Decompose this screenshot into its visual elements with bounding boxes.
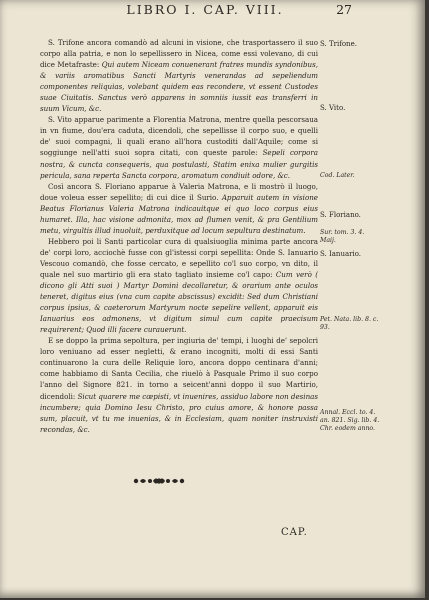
paragraph-text: S. Trifone ancora comandò ad alcuni in visione, che trasportassero il suo corpo alla patria, e non lo sepellissero in Nicea, come essi volevano, di cui dice Metafraste: — [40, 38, 318, 70]
margin-note: S. Vito. — [320, 104, 346, 112]
running-header — [60, 2, 350, 22]
margin-note: Cod. Later. — [320, 172, 355, 179]
latin-quote: Qui autem Niceam conuenerant fratres mundis syndonibus, & variis aromatibus Sancti Martyris venerandas ad sepeliendum componentes reliquias, volebant quidem eas recondere, vt essent Custodes suae Ciuitatis. Sanctus verò apparens in somniis iussit eas transferri in suum Vicum, &c. — [40, 60, 318, 114]
page-number: 27 — [336, 2, 352, 17]
catchword: CAP. — [281, 527, 308, 538]
margin-note: Pet. Nata. lib. 8. c. 93. — [320, 316, 379, 331]
paragraph-text: Così ancora S. Floriano apparue à Valeria Matrona, e li mostrò il luogo, doue voleua esser sepellito; di cui dice il Surio. — [40, 181, 318, 202]
paragraph-text: Hebbero poi li Santi particolar cura di qualsiuoglia minima parte ancora de' corpi loro, acciochè fusse con gl'istessi corpi sepellita: Onde S. Ianuario Vescouo comandò, che fosse cercato, e sepellito co'l suo corpo, vn dito, il quale nel suo martirio gli era stato tagliato insieme co'l capo: — [40, 236, 318, 279]
paragraph-cecilia — [40, 335, 318, 434]
margin-note: Annal. Eccl. to. 4. an. 821. Sig. lib. 4. Chr. eodem anno. — [320, 409, 380, 432]
latin-quote: Cum verò ( dicono gli Atti suoi ) Martyr Domini decollaretur, & orarium ante oculos teneret, digitus eius (vna cum capite abscissus) excidit: Sed dum Christiani corpus ipsius, & caeterorum Martyrum nocte sepelire vellent, apparuit eis Ianuarius eos admonens, vt digitum simul cum capite praecisum requirerent; Quod illi facere curauerunt. — [40, 269, 318, 335]
latin-quote: Apparuit autem in visione Beatus Florianus Valeria Matrona indicauitque ei quo loco corpus eius humaret. Illa, hac visione admonita, mox ad flumen venit, & pra Gentilium metu, virgultis illud inuoluit, perduxitque ad locum sepultura destinatum. — [40, 192, 318, 235]
margin-note: S. Floriano. — [320, 211, 361, 219]
fleuron-ornament-icon — [132, 475, 186, 487]
text-body — [40, 37, 318, 435]
paragraph-text: S. Vito apparue parimente a Florentia Matrona, mentre quella pescorsaua in vn fiume, dou'era caduta, dicendoli, che sepellisse il corpo suo, e quelli de' suoi compagni, li quali erano all'hora custoditi dall'Aquile; come si soggiunge nell'atti suoi sopra citati, con queste parole: — [40, 115, 318, 158]
latin-quote: Sicut quarere me cœpisti, vt inuenires, assiduo labore non desinas incumbere; quia Domino Iesu Christo, pro cuius amore, & honore passa sum, placuit, vt tu me inuenias, & in Ecclesiam, quam noniter instruxisti recondas, &c. — [40, 391, 319, 434]
paragraph-vito — [40, 114, 318, 180]
paragraph-floriano — [40, 181, 318, 236]
margin-note: S. Trifone. — [320, 40, 357, 48]
latin-quote: Sepeli corpora nostra, & cuncta consequeris, qua postulasti, Statim enixa mulier gurgitis pericula, sana reperta Sancta corpora, aromatum condiuit odore, &c. — [40, 148, 319, 180]
margin-note: S. Ianuario. — [320, 250, 362, 258]
margin-note: Sur. tom. 3. 4. Maij. — [320, 229, 365, 244]
chapter-heading: LIBRO I. CAP. VIII. — [126, 2, 284, 17]
paragraph-text: E se doppo la prima sepoltura, per ingiuria de' tempi, i luoghi de' sepolcri loro veniuano ad esser negletti, & erano incogniti, molti di essi Santi continuarono la cura delle Reliquie loro, ancora doppo centinara d'anni; come habbiamo di Santa Cecilia, che riuelò à Pasquale Primo il suo corpo l'anno del Signore 821. in torno a seicent'anni doppo il suo Martirio, dicendoli: — [40, 336, 318, 401]
paragraph-trifone — [40, 37, 318, 114]
paragraph-ianuario — [40, 236, 318, 335]
